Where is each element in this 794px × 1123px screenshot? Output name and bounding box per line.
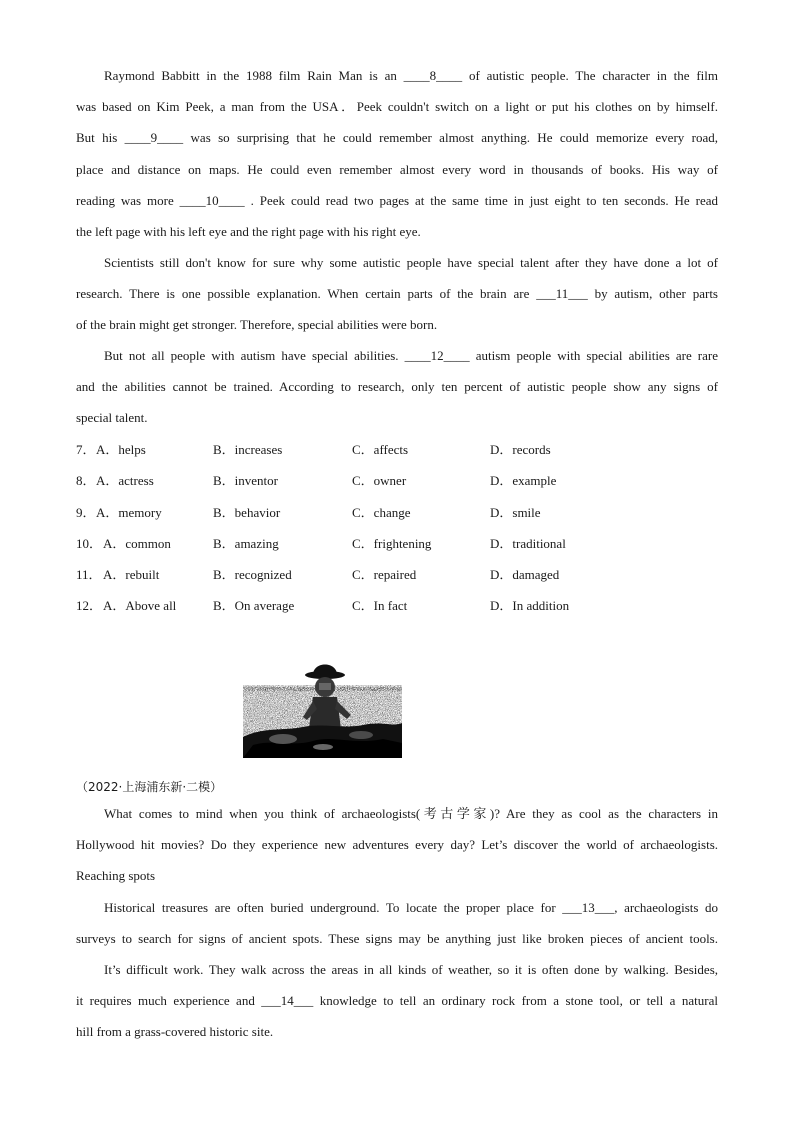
text-line: Historical treasures are often buried underground. To locate the proper place for ___13___, archaeologists do bbox=[104, 900, 718, 915]
option-d: D．records bbox=[490, 442, 551, 457]
passage2-paragraph1 bbox=[76, 798, 718, 892]
question-number: 11． bbox=[76, 567, 102, 582]
text-line: place and distance on maps. He could even remember almost every word in thousands of books. His way of bbox=[76, 161, 718, 177]
question-number: 10． bbox=[76, 536, 103, 551]
text-line: hill from a grass-covered historic site. bbox=[76, 1024, 274, 1040]
option-a: A．rebuilt bbox=[103, 567, 160, 582]
option-b: B．increases bbox=[213, 442, 283, 457]
question-number: 8． bbox=[76, 473, 96, 488]
option-c: C．owner bbox=[352, 473, 407, 488]
option-a: A．actress bbox=[96, 473, 154, 488]
section-heading: Reaching spots bbox=[76, 868, 156, 884]
option-c: C．In fact bbox=[352, 598, 408, 613]
option-b: B．amazing bbox=[213, 536, 279, 551]
option-b: B．On average bbox=[213, 598, 295, 613]
option-d: D．smile bbox=[490, 505, 541, 520]
text-line: and the abilities cannot be trained. According to research, only ten percent of autistic people show any signs of bbox=[76, 379, 718, 395]
text-line: But not all people with autism have special abilities. ____12____ autism people with special abilities are rare bbox=[104, 348, 718, 363]
option-c: C．frightening bbox=[352, 536, 432, 551]
passage1-paragraph2 bbox=[76, 247, 718, 341]
option-d: D．In addition bbox=[490, 598, 570, 613]
passage1-paragraph1 bbox=[76, 60, 718, 247]
option-c: C．repaired bbox=[352, 567, 417, 582]
option-d: D．damaged bbox=[490, 567, 560, 582]
source-label: （2022·上海浦东新·二模） bbox=[76, 780, 223, 794]
text-line: But his ____9____ was so surprising that he could remember almost anything. He could memorize every road, bbox=[76, 130, 718, 146]
option-a: A．Above all bbox=[103, 598, 177, 613]
text-line: of the brain might get stronger. Therefore, special abilities were born. bbox=[76, 317, 438, 333]
text-line: it requires much experience and ___14___ knowledge to tell an ordinary rock from a stone tool, or tell a natural bbox=[76, 993, 718, 1009]
option-a: A．memory bbox=[96, 505, 162, 520]
option-c: C．change bbox=[352, 505, 411, 520]
option-c: C．affects bbox=[352, 442, 409, 457]
text-line: the left page with his left eye and the right page with his right eye. bbox=[76, 223, 421, 239]
option-a: A．common bbox=[103, 536, 171, 551]
text-line: What comes to mind when you think of archaeologists(考古学家)? Are they as cool as the characters in bbox=[104, 806, 718, 821]
question-number: 12． bbox=[76, 598, 103, 613]
archaeologist-photo bbox=[243, 657, 402, 758]
text-line: Hollywood hit movies? Do they experience new adventures every day? Let’s discover the world of archaeologists. bbox=[76, 837, 718, 853]
text-line: Raymond Babbitt in the 1988 film Rain Man is an ____8____ of autistic people. The character in the film bbox=[104, 68, 718, 83]
text-line: reading was more ____10____ . Peek could read two pages at the same time in just eight to ten seconds. He read bbox=[76, 192, 718, 208]
passage1-paragraph3 bbox=[76, 340, 718, 434]
text-line: Scientists still don't know for sure why some autistic people have special talent after they have done a lot of bbox=[104, 255, 718, 270]
question-number: 7． bbox=[76, 442, 96, 457]
passage2-paragraph3 bbox=[76, 954, 718, 1048]
option-a: A．helps bbox=[96, 442, 146, 457]
option-d: D．example bbox=[490, 473, 557, 488]
text-line: surveys to search for signs of ancient spots. These signs may be anything just like broken pieces of ancient tools. bbox=[76, 931, 718, 947]
option-b: B．behavior bbox=[213, 505, 281, 520]
text-line: special talent. bbox=[76, 410, 148, 426]
text-line: research. There is one possible explanation. When certain parts of the brain are ___11___ by autism, other parts bbox=[76, 286, 718, 302]
option-b: B．inventor bbox=[213, 473, 278, 488]
text-line: was based on Kim Peek, a man from the USA．Peek couldn't switch on a light or put his clothes on by himself. bbox=[76, 99, 718, 115]
option-d: D．traditional bbox=[490, 536, 566, 551]
text-line: It’s difficult work. They walk across the areas in all kinds of weather, so it is often done by walking. Besides, bbox=[104, 962, 718, 977]
option-b: B．recognized bbox=[213, 567, 292, 582]
question-number: 9． bbox=[76, 505, 96, 520]
passage2-paragraph2 bbox=[76, 892, 718, 954]
